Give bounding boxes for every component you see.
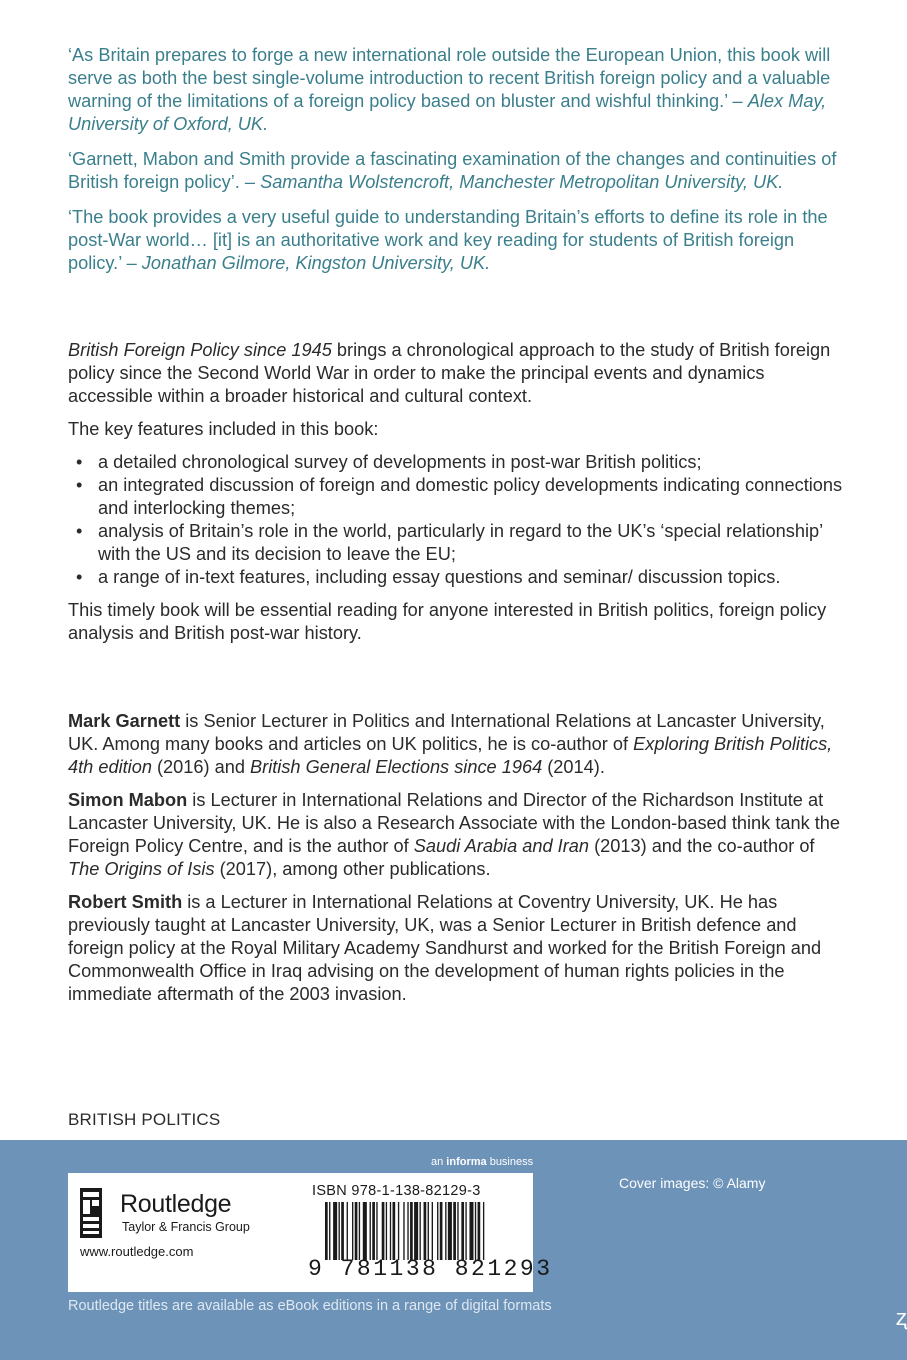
routledge-logo-icon (80, 1188, 102, 1238)
list-item: • a detailed chronological survey of developments in post-war British politics; (76, 452, 702, 472)
endorsement-3: ‘The book provides a very useful guide to understanding Britain’s efforts to define its role in the post-War world… [it] is an authoritative work and key reading for students of British foreign policy.’ – Jonathan Gilmore, Kingston University, UK. (68, 207, 828, 273)
barcode-bar (453, 1202, 456, 1260)
bullet-icon: • (76, 521, 83, 541)
barcode-bar (352, 1202, 353, 1260)
bullet-icon: • (76, 475, 83, 495)
barcode-bar (448, 1202, 452, 1260)
endorsement-2: ‘Garnett, Mabon and Smith provide a fascinating examination of the changes and continuities of British foreign policy’. – Samantha Wolstencroft, Manchester Metropolitan University, UK. (68, 149, 837, 192)
features-list (68, 451, 848, 589)
ebook-note: Routledge titles are available as eBook editions in a range of digital formats (68, 1298, 552, 1314)
book-description (68, 339, 848, 655)
barcode-bar (461, 1202, 464, 1260)
bio-mabon: Simon Mabon is Lecturer in International Relations and Director of the Richardson Institute at Lancaster University, UK. He is also a Research Associate with the London-based think tank the Foreign Policy Centre, and is the author of Saudi Arabia and Iran (2013) and the co-author of The Origins of Isis (2017), among other publications. (68, 790, 841, 879)
barcode-bar (420, 1202, 421, 1260)
barcode-bar (382, 1202, 385, 1260)
barcode-bar (390, 1202, 391, 1260)
barcode-bar (341, 1202, 344, 1260)
barcode-bar (478, 1202, 481, 1260)
barcode-bar (475, 1202, 476, 1260)
barcode-bar (483, 1202, 484, 1260)
endorsement-attribution: Jonathan Gilmore, Kingston University, UK. (141, 253, 491, 273)
barcode-bar (465, 1202, 466, 1260)
barcode-bar (376, 1202, 377, 1260)
isbn-label: ISBN 978-1-138-82129-3 (312, 1183, 481, 1199)
barcode-bar (457, 1202, 458, 1260)
barcode-bar (329, 1202, 330, 1260)
barcode-icon (325, 1202, 528, 1260)
barcode-digits: 9 781138 821293 (308, 1256, 553, 1282)
author-name: Robert Smith (68, 892, 183, 912)
subject-category: BRITISH POLITICS (68, 1110, 221, 1129)
barcode-bar (469, 1202, 473, 1260)
publisher-name: Routledge (120, 1190, 232, 1218)
barcode-bar (363, 1202, 367, 1260)
endorsements (68, 44, 848, 287)
description-closing: This timely book will be essential reading for anyone interested in British politics, foreign policy analysis and British post-war history. (68, 600, 827, 643)
edge-fragment: ʐ (896, 1305, 907, 1330)
author-name: Simon Mabon (68, 790, 188, 810)
publisher-group: Taylor & Francis Group (122, 1220, 250, 1234)
barcode-bar (428, 1202, 429, 1260)
barcode-bar (393, 1202, 396, 1260)
features-heading: The key features included in this book: (68, 419, 379, 439)
barcode-bar (333, 1202, 337, 1260)
barcode-bar (339, 1202, 340, 1260)
barcode-bar (359, 1202, 360, 1260)
endorsement-attribution: Samantha Wolstencroft, Manchester Metropolitan University, UK. (260, 172, 784, 192)
barcode-bar (407, 1202, 408, 1260)
barcode-bar (437, 1202, 438, 1260)
barcode-bar (325, 1202, 328, 1260)
barcode-bar (432, 1202, 433, 1260)
barcode-bar (370, 1202, 371, 1260)
barcode-bar (386, 1202, 387, 1260)
barcode-bar (424, 1202, 427, 1260)
cover-credit: Cover images: © Alamy (619, 1175, 766, 1191)
bio-smith: Robert Smith is a Lecturer in International Relations at Coventry University, UK. He has previously taught at Lancaster University, UK, was a Senior Lecturer in British defence and foreign policy at the Royal Military Academy Sandhurst and worked for the British Foreign and Commonwealth Office in Iraq advising on the development of human rights policies in the immediate aftermath of the 2003 invasion. (68, 892, 822, 1004)
barcode-bar (355, 1202, 358, 1260)
book-title: British Foreign Policy since 1945 (68, 340, 332, 360)
list-item: • a range of in-text features, including essay questions and seminar/ discussion topics. (76, 567, 781, 587)
description-intro: British Foreign Policy since 1945 brings a chronological approach to the study of British foreign policy since the Second World War in order to make the principal events and dynamics accessible within a broader historical and cultural context. (68, 340, 831, 406)
barcode-bar (445, 1202, 446, 1260)
list-item: • an integrated discussion of foreign and domestic policy developments indicating connections and interlocking themes; (76, 475, 843, 518)
bullet-icon: • (76, 452, 83, 472)
list-item: • analysis of Britain’s role in the world, particularly in regard to the UK’s ‘special relationship’ with the US and its decision to leave the EU; (76, 521, 823, 564)
barcode-bar (372, 1202, 375, 1260)
bio-garnett: Mark Garnett is Senior Lecturer in Politics and International Relations at Lancaster University, UK. Among many books and articles on UK politics, he is co-author of Exploring British Politics, 4th edition (2016) and British General Elections since 1964 (2014). (68, 711, 833, 777)
barcode-bar (410, 1202, 413, 1260)
barcode-bar (398, 1202, 399, 1260)
endorsement-1: ‘As Britain prepares to forge a new international role outside the European Union, this book will serve as both the best single-volume introduction to recent British foreign policy and a valuable warning of the limitations of a foreign policy based on bluster and wishful thinking.’ – Alex May, University of Oxford, UK. (68, 45, 831, 134)
barcode-bar (347, 1202, 348, 1260)
barcode-bar (440, 1202, 443, 1260)
barcode-bar (403, 1202, 404, 1260)
endorsement-attribution: Alex May, University of Oxford, UK. (68, 91, 827, 134)
informa-tagline: an informa business (431, 1156, 534, 1168)
author-bios (68, 710, 848, 1016)
publisher-url: www.routledge.com (80, 1244, 194, 1259)
bullet-icon: • (76, 567, 83, 587)
barcode-bar (414, 1202, 418, 1260)
author-name: Mark Garnett (68, 711, 181, 731)
